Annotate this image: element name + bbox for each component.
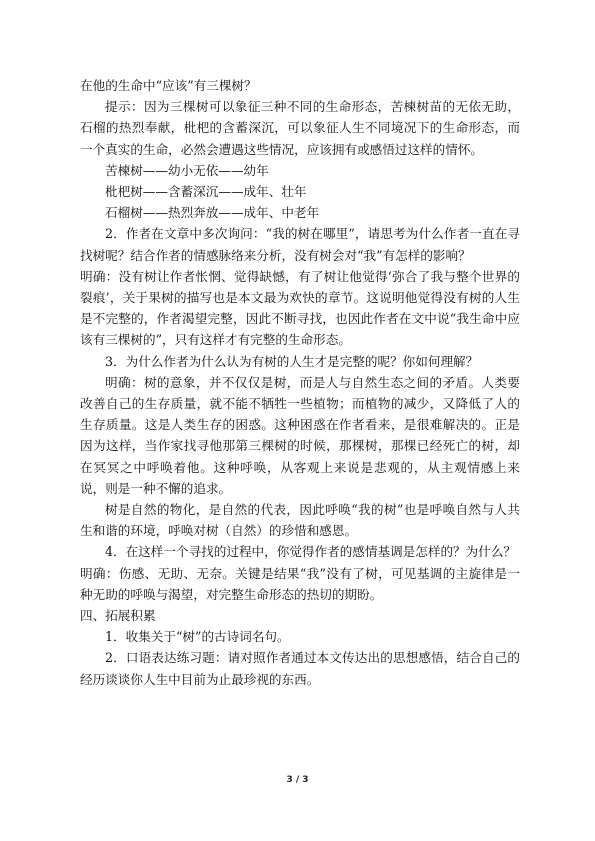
paragraph: 1．收集关于“树”的古诗词名句。 [105,629,290,645]
paragraph: 提示：因为三棵树可以象征三种不同的生命形态，苦楝树苗的无依无助，石榴的热烈奉献，枇杷的含蓄深沉，可以象征人生不同境况下的生命形态，而一个真实的生命，必然会遭遇这些情况，应该拥有或感悟过这样的情怀。 [80,99,520,157]
paragraph: 苦楝树——幼小无依——幼年 [105,162,269,178]
paragraph: 明确：没有树让作者怅惘、觉得缺憾，有了树让他觉得‘弥合了我与整个世界的裂痕’，关于果树的描写也是本文最为欢快的章节。这说明他觉得没有树的人生是不完整的，作者渴望完整，因此不断寻找，也因此作者在文中说“我生命中应该有三棵树的”，只有这样才有完整的生命形态。 [80,268,520,348]
paragraph: 枇杷树——含蓄深沉——成年、壮年 [105,184,307,200]
paragraph: 3．为什么作者为什么认为有树的人生才是完整的呢？你如何理解？ [105,353,479,369]
paragraph: 明确：伤感、无助、无奈。关键是结果“我”没有了树，可见基调的主旋律是一种无助的呼唤与渴望，对完整生命形态的热切的期盼。 [80,565,520,602]
paragraph: 明确：树的意象，并不仅仅是树，而是人与自然生态之间的矛盾。人类要改善自己的生存质量，就不能不牺牲一些植物；而植物的减少，又降低了人的生存质量。这是人类生存的困惑。这种困惑在作者看来，是很难解决的。正是因为这样，当作家找寻他那第三棵树的时候，那棵树，那棵已经死亡的树，却在冥冥之中呼唤着他。这种呼唤，从客观上来说是悲观的，从主观情感上来说，则是一种不懈的追求。 [80,374,520,496]
paragraph: 树是自然的物化，是自然的代表，因此呼唤“我的树”也是呼唤自然与人共生和谐的环境，呼唤对树（自然）的珍惜和感恩。 [80,502,520,539]
paragraph: 2．口语表达练习题：请对照作者通过本文传达出的思想感悟，结合自己的经历谈谈你人生中目前为止最珍视的东西。 [80,650,520,687]
page-number: 3 / 3 [286,775,309,785]
paragraph: 在他的生命中“应该”有三棵树？ [80,78,257,93]
paragraph: 2．作者在文章中多次询问：“我的树在哪里”，请思考为什么作者一直在寻找树呢？结合作者的情感脉络来分析，没有树会对“我”有怎样的影响？ [80,226,520,263]
document-body [80,75,520,690]
section-heading: 四、拓展积累 [80,608,156,624]
paragraph: 石榴树——热烈奔放——成年、中老年 [105,205,320,221]
paragraph: 4．在这样一个寻找的过程中，你觉得作者的感情基调是怎样的？为什么？ [105,544,517,560]
